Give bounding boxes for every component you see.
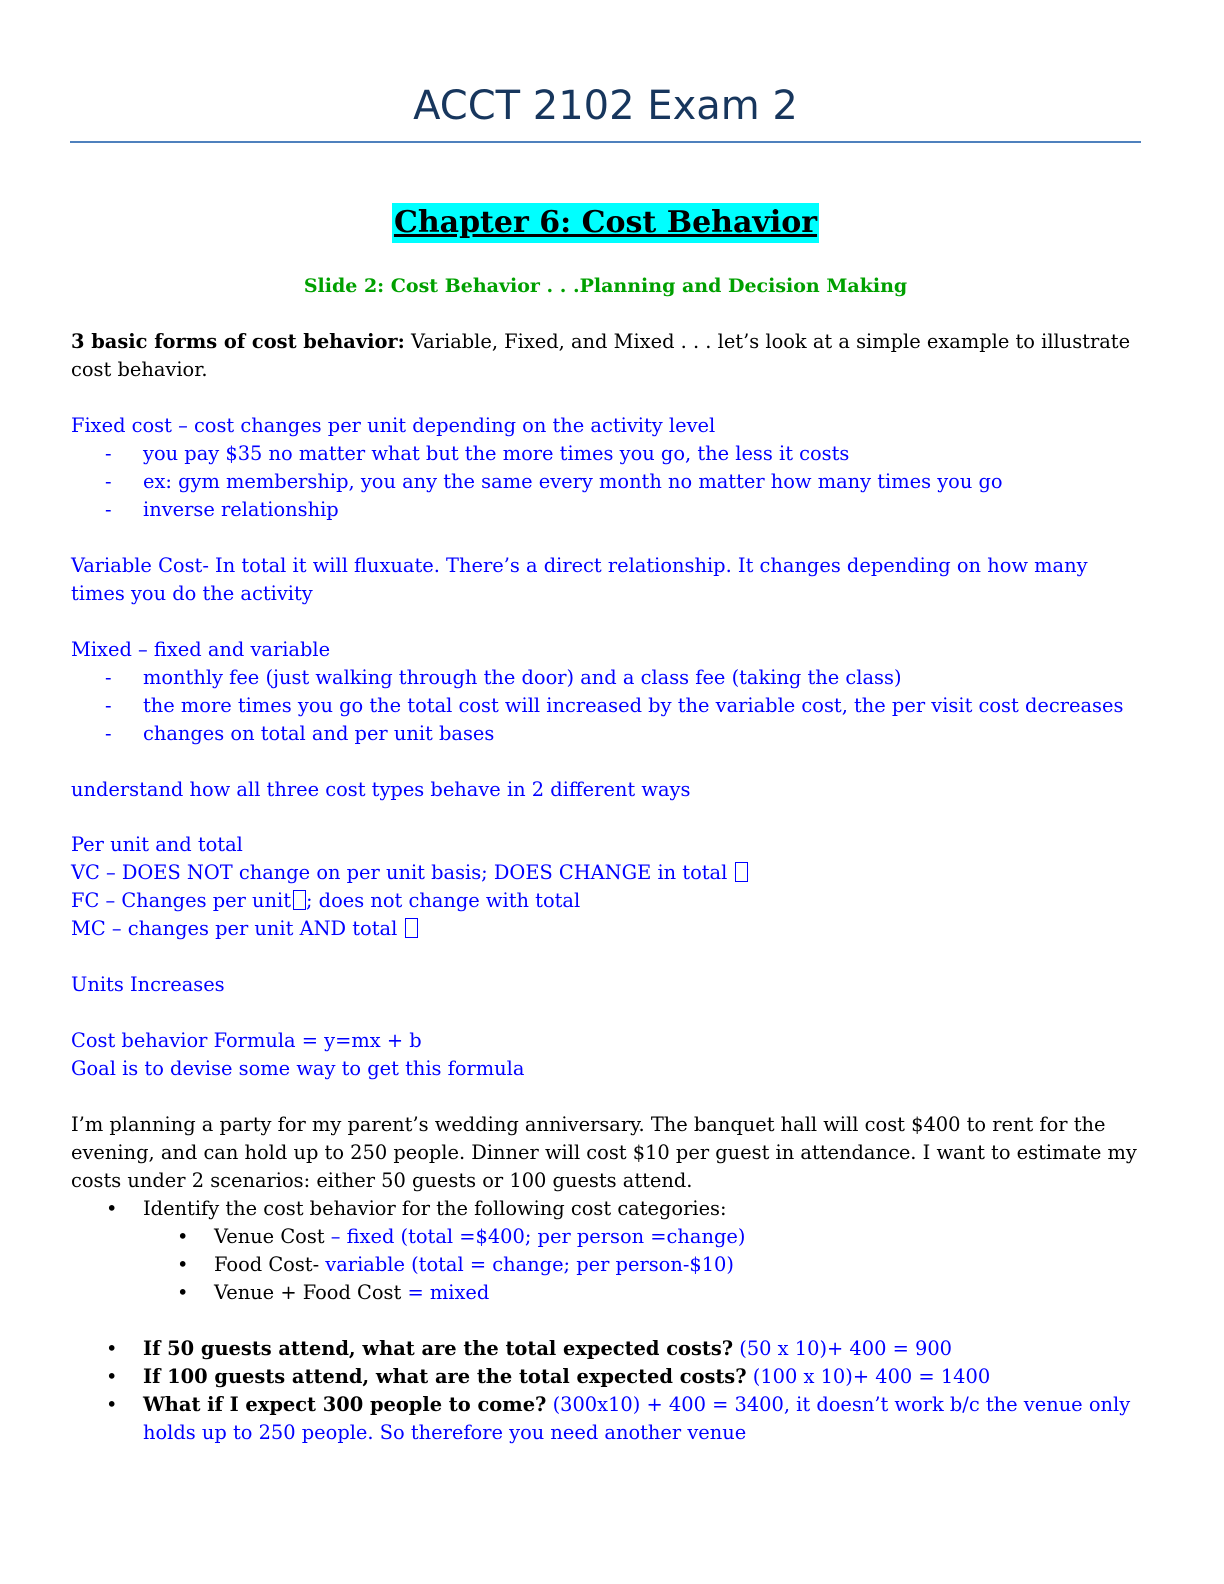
list-item: [71, 1251, 1141, 1279]
list-item: [71, 468, 1141, 496]
per-unit-heading: Per unit and total: [71, 833, 243, 857]
dash-marker: -: [105, 721, 112, 745]
intro-text: Variable, Fixed, and Mixed . . . let’s look at a simple example to illustrate cost behavior.: [71, 330, 1131, 382]
mc-line: [71, 915, 1141, 943]
list-item-text: changes on total and per unit bases: [143, 721, 495, 745]
identify-text: Identify the cost behavior for the following cost categories:: [143, 1196, 727, 1220]
answer-text: (50 x 10)+ 400 = 900: [733, 1336, 953, 1360]
vc-line: [71, 859, 1141, 887]
question-text: What if I expect 300 people to come?: [143, 1393, 547, 1417]
list-item: [71, 496, 1141, 524]
food-label: Food Cost-: [214, 1253, 326, 1277]
both-answer: = mixed: [407, 1281, 490, 1305]
bullet-marker: •: [106, 1336, 118, 1360]
question-text: If 100 guests attend, what are the total expected costs?: [143, 1364, 747, 1388]
mixed-cost-list: [71, 664, 1141, 748]
list-item: [71, 440, 1141, 468]
answer-text: (300x10) + 400 = 3400, it doesn’t work b/c the venue only holds up to 250 people. So therefore you need another venue: [143, 1393, 1131, 1445]
dash-marker: -: [105, 665, 112, 689]
list-item: [71, 1335, 1141, 1363]
fc-text-a: FC – Changes per unit: [71, 889, 291, 913]
list-item: [71, 1223, 1141, 1251]
cost-category-list: [71, 1223, 1141, 1307]
list-item-text: ex: gym membership, you any the same every month no matter how many times you go: [143, 469, 1003, 493]
list-item-text: monthly fee (just walking through the door) and a class fee (taking the class): [143, 665, 902, 689]
mixed-cost-heading: Mixed – fixed and variable: [71, 637, 331, 661]
venue-answer: – fixed (total =$400; per person =change): [330, 1225, 746, 1248]
party-paragraph: I’m planning a party for my parent’s wedding anniversary. The banquet hall will cost $400 to rent for the evening, and can hold up to 250 people. Dinner will cost $10 per guest in attendance. I want to estimate my costs under 2 scenarios: either 50 guests or 100 guests attend.: [71, 1112, 1137, 1192]
fc-line: [71, 887, 1141, 915]
understand-line: understand how all three cost types behave in 2 different ways: [71, 777, 691, 801]
identify-list: [71, 1195, 1141, 1223]
bullet-marker: •: [106, 1364, 118, 1388]
bullet-marker: •: [106, 1393, 118, 1417]
question-text: If 50 guests attend, what are the total expected costs?: [143, 1336, 734, 1360]
units-increases-line: Units Increases: [71, 973, 225, 997]
answer-text: (100 x 10)+ 400 = 1400: [746, 1364, 991, 1388]
bullet-marker: •: [106, 1196, 118, 1220]
list-item-text: inverse relationship: [143, 498, 339, 522]
goal-line: Goal is to devise some way to get this formula: [71, 1056, 525, 1080]
list-item: [71, 664, 1141, 692]
list-item: [71, 1279, 1141, 1307]
fc-text-b: ; does not change with total: [305, 889, 581, 913]
formula-line: Cost behavior Formula = y=mx + b: [71, 1028, 422, 1052]
bullet-marker: •: [177, 1253, 189, 1277]
intro-bold: 3 basic forms of cost behavior:: [71, 330, 405, 353]
slide-heading: Slide 2: Cost Behavior . . .Planning and Decision Making: [303, 275, 908, 297]
dash-marker: -: [105, 498, 112, 522]
chapter-heading: Chapter 6: Cost Behavior: [392, 203, 819, 243]
question-list: [71, 1335, 1141, 1447]
food-answer: variable (total = change; per person-$10): [325, 1253, 734, 1277]
dash-marker: -: [105, 469, 112, 493]
bullet-marker: •: [177, 1225, 189, 1248]
dash-marker: -: [105, 693, 112, 717]
variable-cost-paragraph: Variable Cost- In total it will fluxuate. There’s a direct relationship. It changes depending on how many times you do the activity: [71, 553, 1088, 605]
list-item-text: the more times you go the total cost will increased by the variable cost, the per visit cost decreases: [143, 693, 1124, 717]
fixed-cost-list: [71, 440, 1141, 524]
list-item: [71, 1195, 1141, 1223]
bullet-marker: •: [177, 1281, 189, 1305]
list-item: [71, 1363, 1141, 1391]
chapter-heading-wrap: [70, 203, 1141, 243]
list-item: [71, 1391, 1141, 1447]
missing-glyph-icon: [405, 918, 418, 938]
title-rule: [70, 141, 1141, 143]
list-item-text: you pay $35 no matter what but the more times you go, the less it costs: [143, 441, 850, 465]
both-label: Venue + Food Cost: [214, 1281, 408, 1305]
fixed-cost-heading: Fixed cost – cost changes per unit depending on the activity level: [71, 413, 716, 437]
mc-text: MC – changes per unit AND total: [71, 917, 404, 941]
list-item: [71, 720, 1141, 748]
document-title: ACCT 2102 Exam 2: [413, 83, 798, 129]
dash-marker: -: [105, 441, 112, 465]
missing-glyph-icon: [735, 862, 748, 882]
venue-label: Venue Cost: [214, 1225, 331, 1248]
intro-paragraph: [71, 328, 1141, 384]
document-body: [71, 328, 1141, 1447]
missing-glyph-icon: [293, 890, 306, 910]
list-item: [71, 692, 1141, 720]
vc-text: VC – DOES NOT change on per unit basis; DOES CHANGE in total: [71, 861, 734, 885]
